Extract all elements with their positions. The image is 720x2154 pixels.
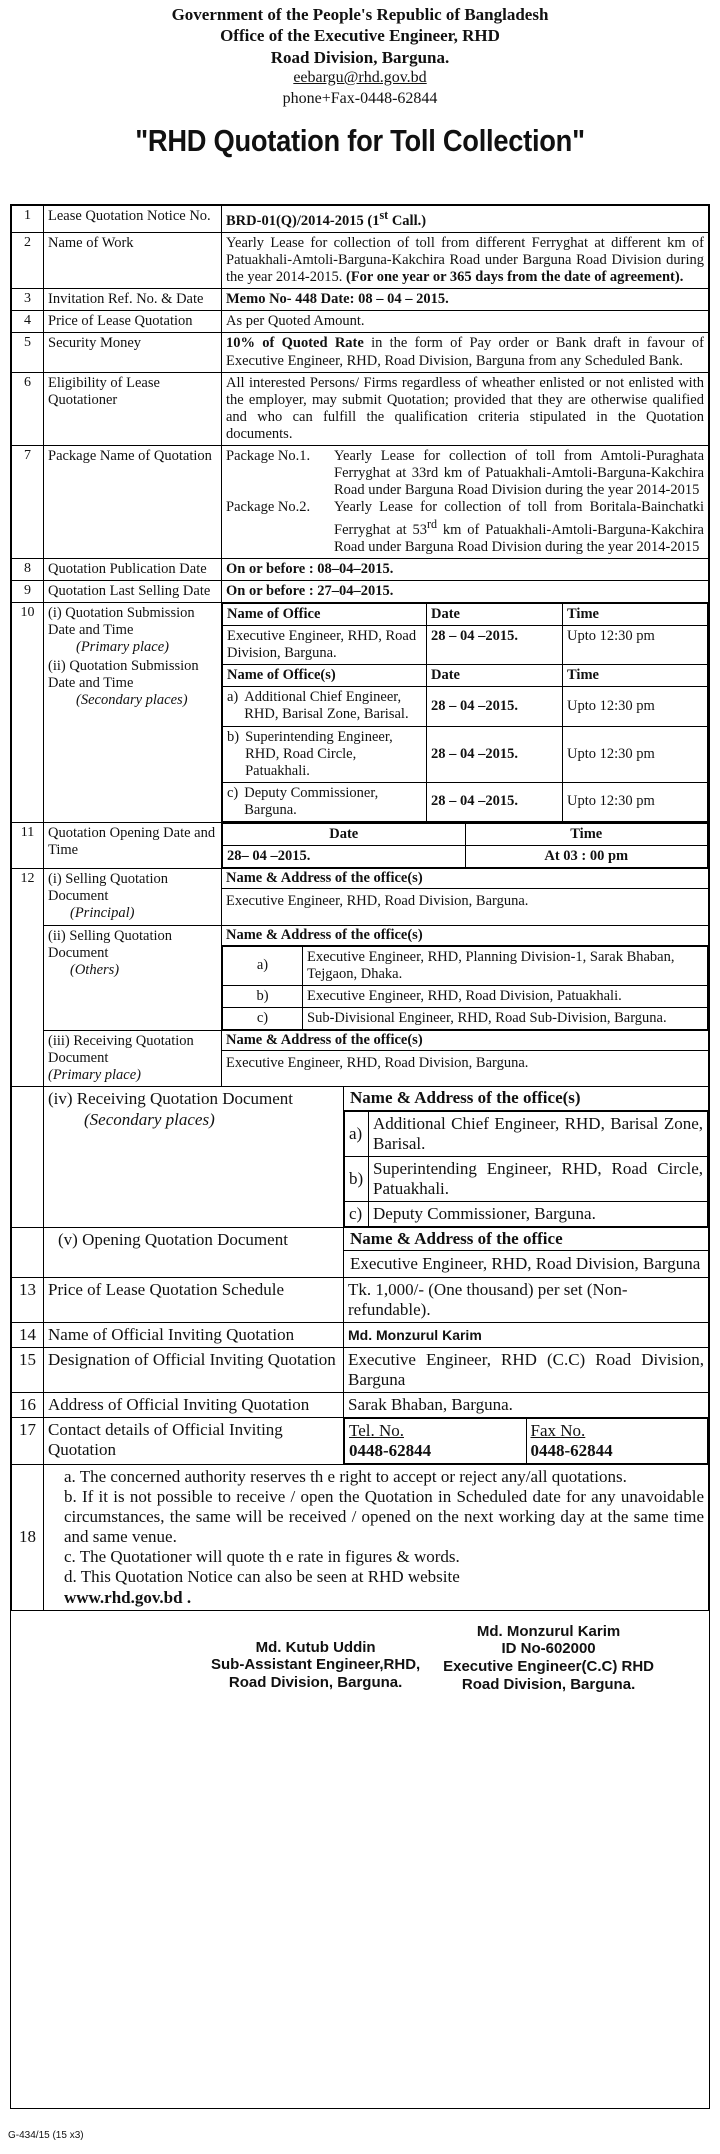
notice-table	[11, 205, 709, 1087]
notice-table-large	[11, 1087, 709, 1610]
row-number: 11	[12, 823, 44, 869]
row-label: Address of Official Inviting Quotation	[44, 1393, 344, 1418]
submission-table-cell	[222, 602, 709, 822]
note-d: d. This Quotation Notice can also be seen at RHD website	[64, 1567, 460, 1587]
row-number: 5	[12, 333, 44, 372]
row-number: 3	[12, 289, 44, 311]
row-1	[12, 206, 709, 233]
row-number: 2	[12, 232, 44, 288]
row-12-iii	[12, 1031, 709, 1087]
govt-line: Government of the People's Republic of Bangladesh	[171, 5, 549, 24]
row-label: Designation of Official Inviting Quotation	[44, 1347, 344, 1392]
row-label: (v) Opening Quotation Document	[44, 1227, 344, 1277]
row-number: 8	[12, 558, 44, 580]
selling-others: Name & Address of the office(s) a) Executive Engineer, RHD, Planning Division-1, Sarak Bhaban, Tejgaon, Dhaka. b) Executive Engineer, RHD, Road Division, Patuakhali. c) Sub-Divisional Engineer, RHD, Road Sub-Division, Barguna.	[222, 925, 709, 1031]
col-time-header: Time	[563, 665, 708, 687]
price-value: As per Quoted Amount.	[222, 311, 709, 333]
row-17: 17 Contact details of Official Inviting Quotation Tel. No. 0448-62844 Fax No. 0448-62844	[12, 1418, 709, 1465]
row-number: 4	[12, 311, 44, 333]
signature-left: Md. Kutub Uddin Sub-Assistant Engineer,RHD, Road Division, Barguna.	[211, 1638, 421, 1691]
row-8	[12, 558, 709, 580]
col-time-header: Time	[563, 603, 708, 625]
row-label: Package Name of Quotation	[44, 446, 222, 558]
primary-time: Upto 12:30 pm	[563, 625, 708, 664]
row-label: (i) Quotation Submission Date and Time (Primary place) (ii) Quotation Submission Date and Time (Secondary places)	[44, 602, 222, 822]
office-line: Office of the Executive Engineer, RHD	[220, 26, 500, 46]
row-10	[12, 602, 709, 822]
contact-details	[344, 1418, 709, 1465]
col-offices-header: Name of Office(s)	[223, 665, 427, 687]
signature-right: Md. Monzurul Karim ID No-602000 Executive Engineer(C.C) RHD Road Division, Barguna.	[443, 1622, 654, 1693]
official-designation: Executive Engineer, RHD (C.C) Road Division, Barguna	[344, 1347, 709, 1392]
row-7	[12, 446, 709, 558]
row-13: 13 Price of Lease Quotation Schedule Tk. 1,000/- (One thousand) per set (Non-refundable).	[12, 1277, 709, 1322]
package-1: Package No.1. Yearly Lease for collection of toll from Amtoli-Puraghata Ferryghat at 33rd km of Patuakhali-Amtoli-Barguna-Kakchira Road under Barguna Road Division during the year 2014-2015	[226, 448, 704, 499]
notice-title: "RHD Quotation for Toll Collection"	[135, 123, 585, 159]
opening-time: At 03 : 00 pm	[465, 846, 708, 868]
receiving-secondary: Name & Address of the office(s) a) Additional Chief Engineer, RHD, Barisal Zone, Barisal. b) Superintending Engineer, RHD, Road Circle, Patuakhali. c) Deputy Commissioner, Barguna.	[344, 1087, 709, 1227]
col-date-header: Date	[427, 665, 563, 687]
eligibility-value: All interested Persons/ Firms regardless of wheather enlisted or not enlisted with the employer, may submit Quotation; provided that they are otherwise qualified and who can fulfill the qualification criteria stipulated in the Quotation documents.	[222, 372, 709, 445]
website-link[interactable]: www.rhd.gov.bd .	[64, 1587, 192, 1607]
row-15: 15 Designation of Official Inviting Quotation Executive Engineer, RHD (C.C) Road Division, Barguna	[12, 1347, 709, 1392]
schedule-price: Tk. 1,000/- (One thousand) per set (Non-refundable).	[344, 1277, 709, 1322]
fax-number: 0448-62844	[530, 1441, 613, 1461]
package-2: Package No.2. Yearly Lease for collection of toll from Boritala-Bainchatki Ferryghat at 53rd km of Patuakhali-Amtoli-Barguna-Kakchira Road under Barguna Road Division during the year 2014-2015	[226, 499, 704, 555]
opening-date-table	[222, 823, 708, 868]
row-6	[12, 372, 709, 445]
division-line: Road Division, Barguna.	[270, 47, 450, 67]
security-value: 10% of Quoted Rate in the form of Pay order or Bank draft in favour of Executive Engineer, RHD, Road Division, Barguna from any Scheduled Bank.	[222, 333, 709, 372]
primary-date: 28 – 04 –2015.	[427, 625, 563, 664]
note-a: a. The concerned authority reserves th e right to accept or reject any/all quotations.	[64, 1467, 627, 1487]
row-label: (ii) Selling Quotation Document (Others)	[44, 925, 222, 1031]
opening-date-cell	[222, 823, 709, 869]
note-c: c. The Quotationer will quote th e rate in figures & words.	[64, 1547, 460, 1567]
col-office-header: Name of Office	[223, 603, 427, 625]
print-code: G-434/15 (15 x3)	[8, 2130, 84, 2142]
fax-label: Fax No.	[530, 1421, 586, 1441]
selling-principal: Name & Address of the office(s) Executive Engineer, RHD, Road Division, Barguna.	[222, 869, 709, 925]
row-number: 7	[12, 446, 44, 558]
row-number: 12	[12, 869, 44, 1087]
notes	[44, 1465, 709, 1610]
row-2	[12, 232, 709, 288]
notice-table-frame	[10, 204, 710, 2109]
row-14: 14 Name of Official Inviting Quotation Md. Monzurul Karim	[12, 1322, 709, 1347]
row-4	[12, 311, 709, 333]
row-label: Price of Lease Quotation Schedule	[44, 1277, 344, 1322]
row-9	[12, 580, 709, 602]
last-selling-date: On or before : 27–04–2015.	[222, 580, 709, 602]
memo-value: Memo No- 448 Date: 08 – 04 – 2015.	[222, 289, 709, 311]
secondary-office-row: a) Additional Chief Engineer, RHD, Barisal Zone, Barisal. 28 – 04 –2015. Upto 12:30 pm	[223, 687, 708, 726]
opening-date-header: Date	[223, 824, 466, 846]
official-address: Sarak Bhaban, Barguna.	[344, 1393, 709, 1418]
row-label: Quotation Publication Date	[44, 558, 222, 580]
row-number: 9	[12, 580, 44, 602]
row-16: 16 Address of Official Inviting Quotation Sarak Bhaban, Barguna.	[12, 1393, 709, 1418]
work-name: Yearly Lease for collection of toll from different Ferryghat at different km of Patuakhali-Amtoli-Barguna-Kakchira Road under Barguna Road Division during the year 2014-2015. (For one year or 365 days from the date of agreement).	[222, 232, 709, 288]
email-link[interactable]: eebargu@rhd.gov.bd	[293, 68, 427, 86]
phone-line: phone+Fax-0448-62844	[282, 89, 438, 107]
official-name: Md. Monzurul Karim	[344, 1322, 709, 1347]
row-label: Lease Quotation Notice No.	[44, 206, 222, 233]
row-12-v	[12, 1227, 709, 1277]
row-number: 6	[12, 372, 44, 445]
row-label: (iv) Receiving Quotation Document (Secondary places)	[44, 1087, 344, 1227]
secondary-office-row: c) Deputy Commissioner, Barguna. 28 – 04 –2015. Upto 12:30 pm	[223, 782, 708, 821]
row-label: Name of Work	[44, 232, 222, 288]
row-label: Price of Lease Quotation	[44, 311, 222, 333]
row-12-iv	[12, 1087, 709, 1227]
row-11	[12, 823, 709, 869]
row-3	[12, 289, 709, 311]
row-label: Name of Official Inviting Quotation	[44, 1322, 344, 1347]
row-label: (i) Selling Quotation Document (Principal)	[44, 869, 222, 925]
signature-block	[11, 1623, 709, 1694]
col-date-header: Date	[427, 603, 563, 625]
row-label: Invitation Ref. No. & Date	[44, 289, 222, 311]
letterhead	[0, 0, 720, 109]
secondary-office-row: b) Superintending Engineer, RHD, Road Circle, Patuakhali. 28 – 04 –2015. Upto 12:30 pm	[223, 726, 708, 782]
row-5	[12, 333, 709, 372]
notice-number: BRD-01(Q)/2014-2015 (1st Call.)	[222, 206, 709, 233]
note-b: b. If it is not possible to receive / open the Quotation in Scheduled date for any unavoidable circumstances, the same will be received / opened on the next working day at the same time and same venue.	[64, 1487, 704, 1547]
row-number: 1	[12, 206, 44, 233]
opening-time-header: Time	[465, 824, 708, 846]
submission-table	[222, 603, 708, 822]
row-label: Quotation Opening Date and Time	[44, 823, 222, 869]
row-label: Contact details of Official Inviting Quotation	[44, 1418, 344, 1465]
row-number: 10	[12, 602, 44, 822]
row-12-i	[12, 869, 709, 925]
row-label: Security Money	[44, 333, 222, 372]
row-label: Eligibility of Lease Quotationer	[44, 372, 222, 445]
opening-office: Name & Address of the office Executive Engineer, RHD, Road Division, Barguna	[344, 1227, 709, 1277]
row-18: 18 a. The concerned authority reserves th e right to accept or reject any/all quotations. b. If it is not possible to receive / open the Quotation in Scheduled date for any unavoidable circumstances, the same will be received / opened on the next working day at the same time and same venue. c. The Quotationer will quote th e rate in figures & words. d. This Quotation Notice can also be seen at RHD website www.rhd.gov.bd .	[12, 1465, 709, 1610]
primary-office: Executive Engineer, RHD, Road Division, Barguna.	[223, 625, 427, 664]
row-label: Quotation Last Selling Date	[44, 580, 222, 602]
receiving-primary: Name & Address of the office(s) Executive Engineer, RHD, Road Division, Barguna.	[222, 1031, 709, 1087]
tel-number[interactable]: 0448-62844	[349, 1441, 432, 1461]
packages	[222, 446, 709, 558]
opening-date: 28– 04 –2015.	[223, 846, 466, 868]
tel-label: Tel. No.	[349, 1421, 404, 1441]
publication-date: On or before : 08–04–2015.	[222, 558, 709, 580]
row-label: (iii) Receiving Quotation Document (Primary place)	[44, 1031, 222, 1087]
row-12-ii	[12, 925, 709, 1031]
